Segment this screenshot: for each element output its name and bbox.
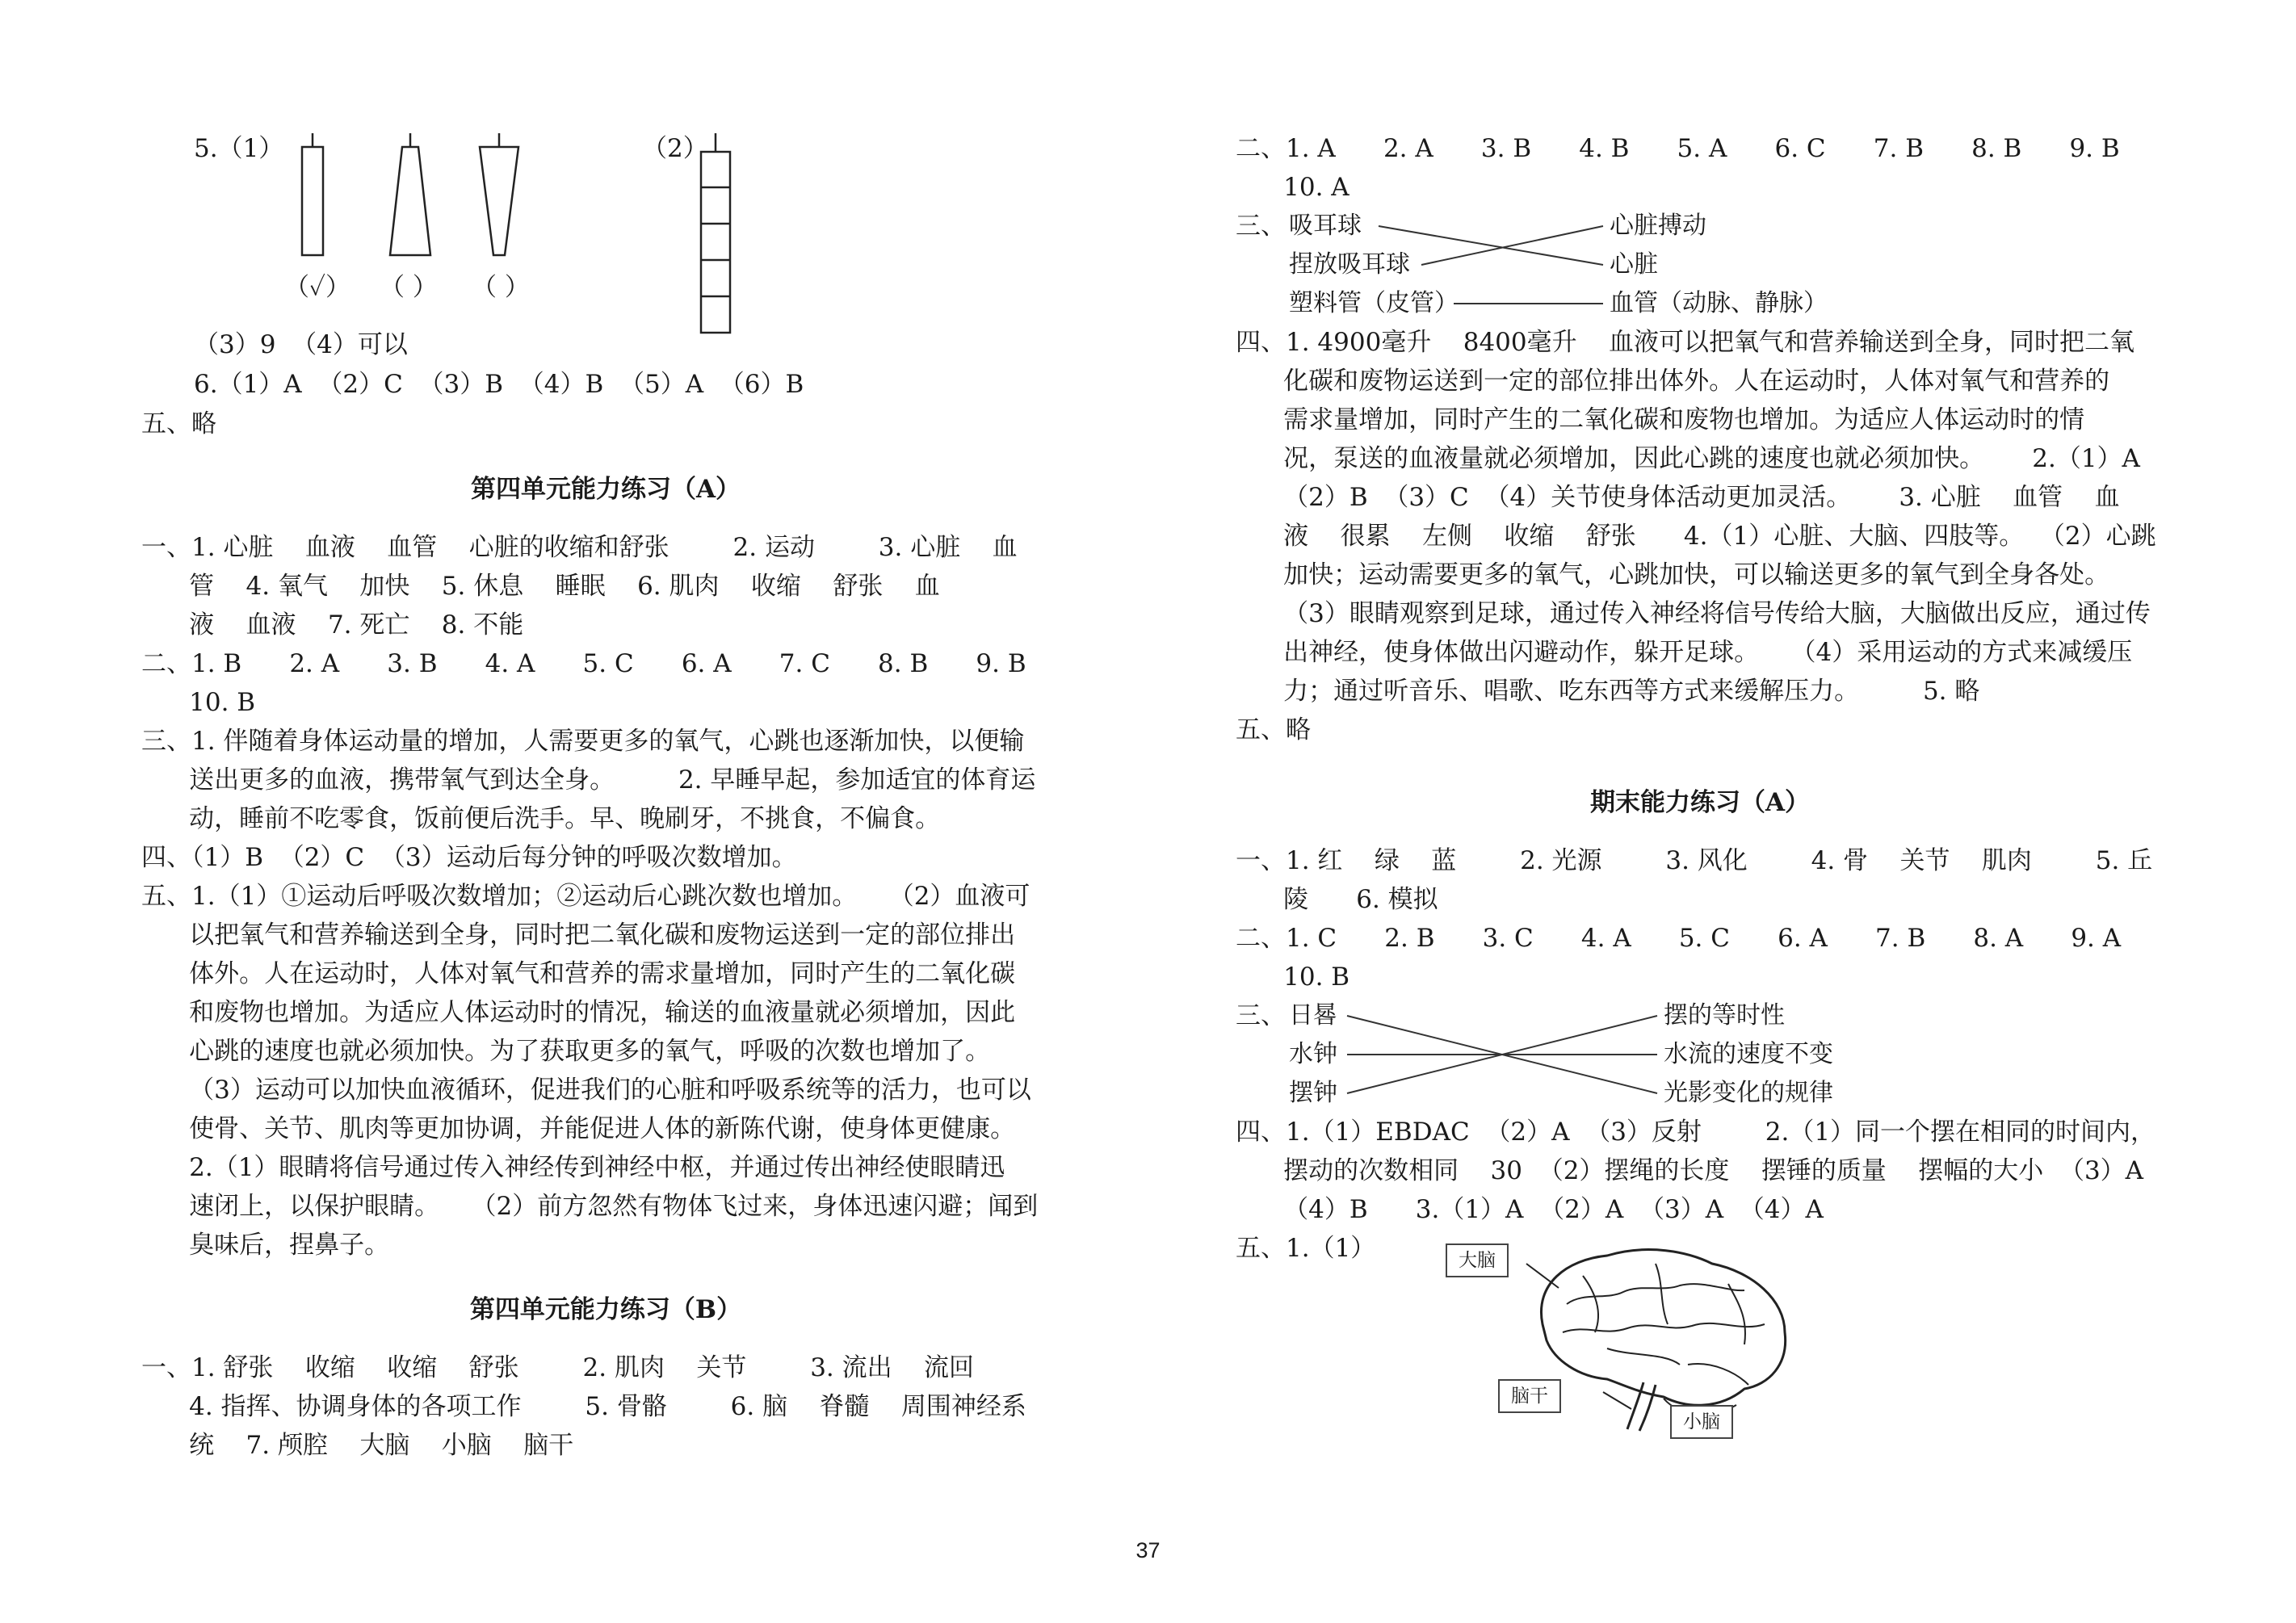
r-si-line-2: 需求量增加，同时产生的二氧化碳和废物也增加。为适应人体运动时的情	[1236, 405, 2085, 434]
match1-right-0: 心脏搏动	[1610, 212, 1706, 240]
r-si-line-0: 四、1. 4900毫升 8400毫升 血液可以把氧气和营养输送到全身，同时把二氧	[1236, 328, 2135, 357]
f-si-line-0: 四、1.（1）EBDAC （2）A （3）反射 2.（1）同一个摆在相同的时间内，	[1236, 1118, 2156, 1147]
r-si-line-3: 况，泵送的血液量就必须增加，因此心跳的速度也就必须加快。 2.（1）A	[1236, 444, 2140, 473]
unit4a-line-9: 五、1.（1）①运动后呼吸次数增加；②运动后心跳次数也增加。 （2）血液可	[141, 882, 1030, 911]
unit4a-line-2: 液 血液 7. 死亡 8. 不能	[141, 610, 524, 640]
r-wu-line: 五、略	[1236, 715, 1311, 744]
q5-line-3: （3）9 （4）可以	[194, 330, 408, 359]
unit4b-line-1: 4. 指挥、协调身体的各项工作 5. 骨骼 6. 脑 脊髓 周围神经系	[141, 1392, 1026, 1421]
unit4a-line-10: 以把氧气和营养输送到全身，同时把二氧化碳和废物运送到一定的部位排出	[141, 921, 1016, 950]
unit4a-line-4: 10. B	[141, 688, 256, 717]
brain-label-cerebellum: 小脑	[1670, 1405, 1733, 1439]
match1-left-0: 吸耳球	[1289, 212, 1362, 240]
unit4a-line-7: 动，睡前不吃零食，饭前便后洗手。早、晚刷牙，不挑食，不偏食。	[141, 804, 941, 833]
section-title-unit4-a: 第四单元能力练习（A）	[470, 475, 741, 504]
page-number: 37	[1135, 1538, 1161, 1562]
q5-label-2: （2）	[642, 134, 708, 163]
q5-mark-1: （✓）	[284, 273, 350, 302]
unit4a-line-6: 送出更多的血液，携带氧气到达全身。 2. 早睡早起，参加适宜的体育运	[141, 765, 1036, 795]
r-si-line-6: 加快；运动需要更多的氧气，心跳加快，可以输送更多的氧气到全身各处。	[1236, 560, 2110, 589]
unit4b-line-2: 统 7. 颅腔 大脑 小脑 脑干	[141, 1431, 574, 1460]
unit4a-line-16: 2.（1）眼睛将信号通过传入神经传到神经中枢，并通过传出神经使眼睛迅	[141, 1153, 1005, 1182]
r-si-line-4: （2）B （3）C （4）关节使身体活动更加灵活。 3. 心脏 血管 血	[1236, 483, 2120, 512]
f-si-line-1: 摆动的次数相同 30 （2）摆绳的长度 摆锤的质量 摆幅的大小 （3）A	[1236, 1156, 2144, 1185]
r-si-line-1: 化碳和废物运送到一定的部位排出体外。人在运动时，人体对氧气和营养的	[1236, 367, 2110, 396]
r-si-line-8: 出神经，使身体做出闪避动作，躲开足球。 （4）采用运动的方式来减缓压	[1236, 638, 2133, 667]
unit4a-line-17: 速闭上，以保护眼睛。 （2）前方忽然有物体飞过来，身体迅速闪避；闻到	[141, 1192, 1039, 1221]
match1-left-1: 捏放吸耳球	[1289, 250, 1410, 279]
f-si-line-2: （4）B 3.（1）A （2）A （3）A （4）A	[1236, 1195, 1824, 1224]
unit4a-line-14: （3）运动可以加快血液循环，促进我们的心脏和呼吸系统等的活力，也可以	[141, 1076, 1031, 1105]
f-wu-line: 五、1.（1）	[1236, 1234, 1376, 1263]
r-si-line-7: （3）眼睛观察到足球，通过传入神经将信号传给大脑，大脑做出反应，通过传	[1236, 599, 2151, 628]
wu-line: 五、略	[141, 409, 216, 438]
unit4a-line-11: 体外。人在运动时，人体对氧气和营养的需求量增加，同时产生的二氧化碳	[141, 959, 1016, 988]
match1-left-2: 塑料管（皮管）	[1289, 289, 1459, 317]
unit4a-line-0: 一、1. 心脏 血液 血管 心脏的收缩和舒张 2. 运动 3. 心脏 血	[141, 533, 1018, 562]
r-si-line-9: 力；通过听音乐、唱歌、吃东西等方式来缓解压力。 5. 略	[1236, 677, 1980, 706]
q5-mark-2: （ ）	[380, 273, 438, 302]
match1-right-2: 血管（动脉、静脉）	[1610, 289, 1828, 317]
f-er-line-0: 二、1. C 2. B 3. C 4. A 5. C 6. A 7. B 8. A 9. A	[1236, 924, 2122, 953]
brain-icon	[1526, 1250, 1786, 1431]
r-er-line-0: 二、1. A 2. A 3. B 4. B 5. A 6. C 7. B 8. B 9. B	[1236, 134, 2120, 163]
match2-right-0: 摆的等时性	[1664, 1001, 1785, 1030]
q5-label-1: 5.（1）	[194, 134, 284, 163]
section-title-final-a: 期末能力练习（A）	[1589, 788, 1811, 817]
q5-mark-3: （ ）	[472, 273, 530, 302]
r-er-line-1: 10. A	[1236, 173, 1349, 202]
r-si-line-5: 液 很累 左侧 收缩 舒张 4.（1）心脏、大脑、四肢等。 （2）心跳	[1236, 522, 2156, 551]
match2-left-1: 水钟	[1289, 1040, 1337, 1068]
match2-right-1: 水流的速度不变	[1664, 1040, 1833, 1068]
unit4a-line-12: 和废物也增加。为适应人体运动时的情况，输送的血液量就必须增加，因此	[141, 998, 1016, 1027]
f-yi-line-0: 一、1. 红 绿 蓝 2. 光源 3. 风化 4. 骨 关节 肌肉 5. 丘	[1236, 846, 2153, 875]
unit4a-line-18: 臭味后，捏鼻子。	[141, 1231, 390, 1260]
match2-left-2: 摆钟	[1289, 1079, 1337, 1107]
unit4a-line-3: 二、1. B 2. A 3. B 4. A 5. C 6. A 7. C 8. B 9. B	[141, 649, 1026, 678]
unit4a-line-13: 心跳的速度也就必须加快。为了获取更多的氧气，呼吸的次数也增加了。	[141, 1037, 991, 1066]
f-er-line-1: 10. B	[1236, 962, 1350, 992]
r-san-prefix: 三、	[1236, 212, 1286, 241]
brain-label-cerebrum: 大脑	[1446, 1243, 1509, 1277]
f-san-prefix: 三、	[1236, 1001, 1286, 1030]
unit4a-line-15: 使骨、关节、肌肉等更加协调，并能促进人体的新陈代谢，使身体更健康。	[141, 1114, 1016, 1143]
unit4a-line-1: 管 4. 氧气 加快 5. 休息 睡眠 6. 肌肉 收缩 舒张 血	[141, 572, 940, 601]
q6-line: 6.（1）A （2）C （3）B （4）B （5）A （6）B	[194, 370, 804, 399]
section-title-unit4-b: 第四单元能力练习（B）	[469, 1295, 742, 1324]
f-yi-line-1: 陵 6. 模拟	[1236, 885, 1438, 914]
brain-label-brainstem: 脑干	[1498, 1379, 1561, 1413]
unit4b-line-0: 一、1. 舒张 收缩 收缩 舒张 2. 肌肉 关节 3. 流出 流回	[141, 1353, 975, 1382]
unit4a-line-5: 三、1. 伴随着身体运动量的增加，人需要更多的氧气，心跳也逐渐加快，以便输	[141, 727, 1025, 756]
match2-right-2: 光影变化的规律	[1664, 1079, 1833, 1107]
match1-right-1: 心脏	[1610, 250, 1658, 279]
unit4a-line-8: 四、（1）B （2）C （3）运动后每分钟的呼吸次数增加。	[141, 843, 797, 872]
match2-left-0: 日晷	[1289, 1001, 1337, 1030]
